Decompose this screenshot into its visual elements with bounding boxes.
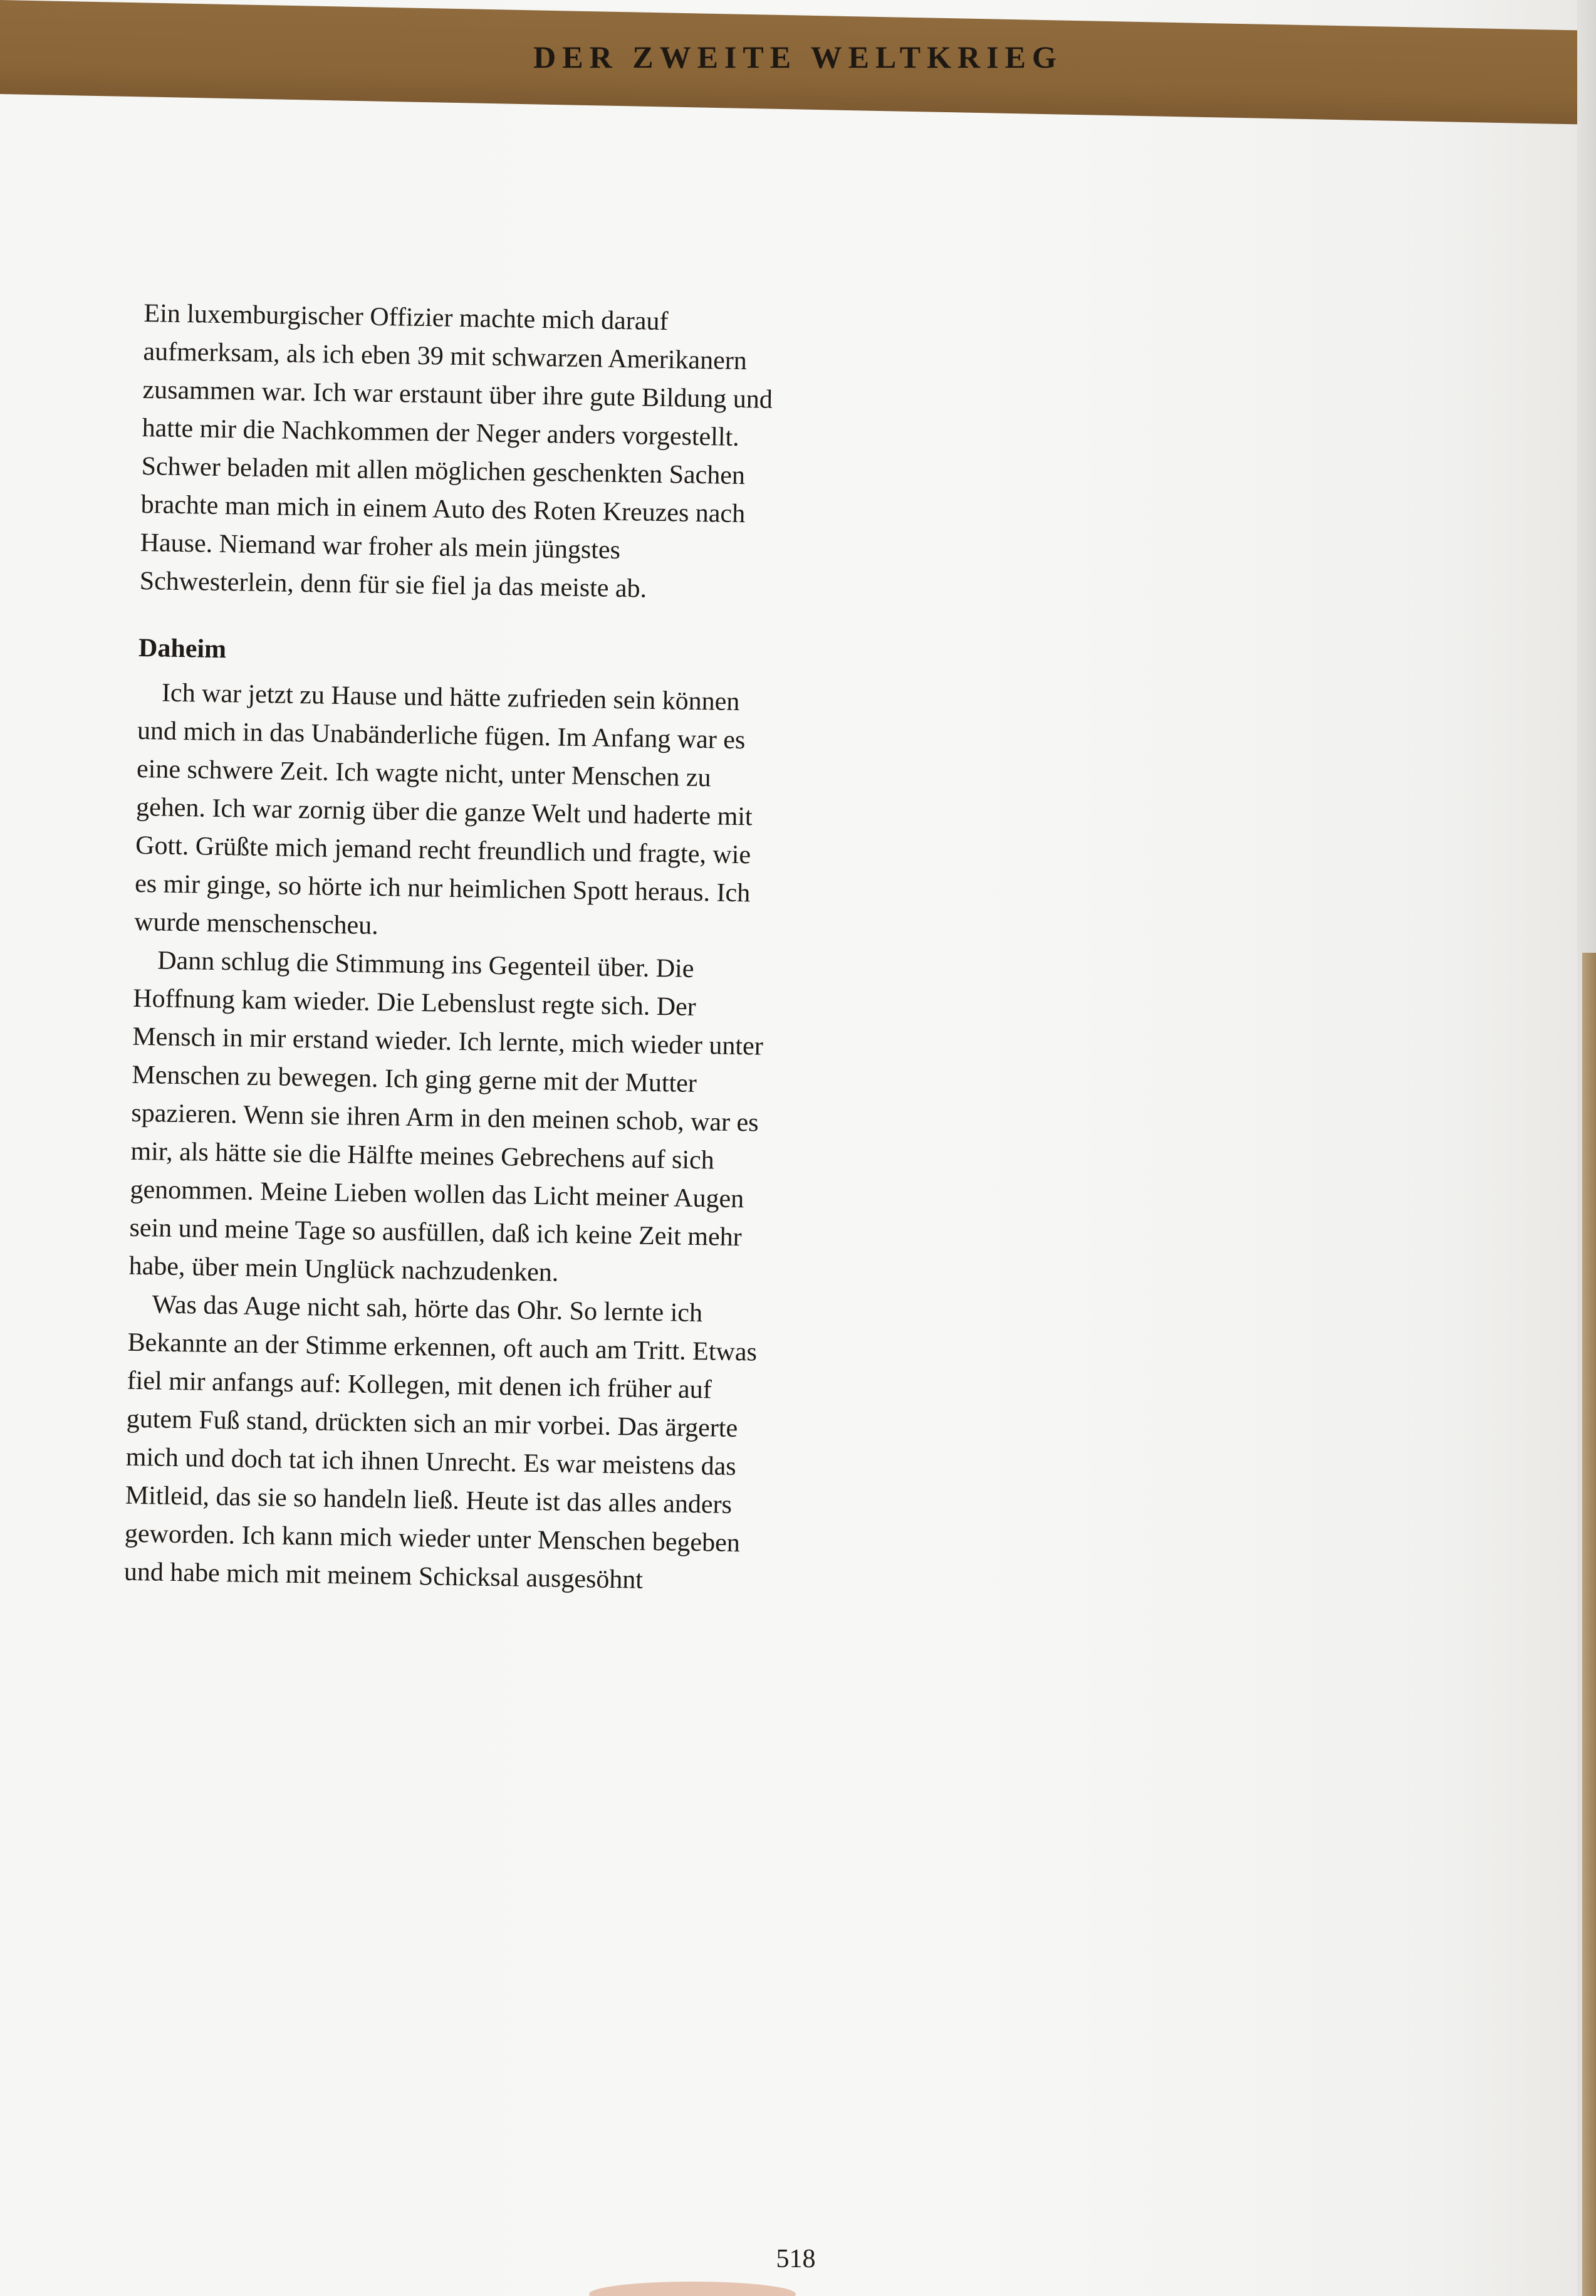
paragraph-daheim-2: Dann schlug die Stimmung ins Gegenteil über. Die Hoffnung kam wieder. Die Lebenslust regte sich. Der Mensch in mir erstand wieder. Ich lernte, mich wieder unter Menschen zu bewegen. Ich ging gerne mit der Mutter spazieren. Wenn sie ihren Arm in den meinen schob, war es mir, als hätte sie die Hälfte meines Gebrechens auf sich genommen. Meine Lieben wollen das Licht meiner Augen sein und meine Tage so ausfüllen, daß ich keine Zeit mehr habe, über mein Unglück nachzudenken. [128,946,764,1287]
running-header-title: DER ZWEITE WELTKRIEG [533,39,1063,75]
paragraph-daheim-1: Ich war jetzt zu Hause und hätte zufrieden sein können und mich in das Unabänderliche fügen. Im Anfang war es eine schwere Zeit. Ich wagte nicht, unter Menschen zu gehen. Ich war zornig über die ganze Welt und haderte mit Gott. Grüßte mich jemand recht freundlich und fragte, wie es mir ginge, so hörte ich nur heimlichen Spott heraus. Ich wurde menschenscheu. [133,678,753,940]
cover-edge-strip [1582,953,1596,2296]
page-number: 518 [776,2245,816,2273]
paragraph-daheim-3: Was das Auge nicht sah, hörte das Ohr. So lernte ich Bekannte an der Stimme erkennen, oft auch am Tritt. Etwas fiel mir anfangs auf: Kollegen, mit denen ich früher auf gutem Fuß stand, drückten sich an mir vorbei. Das ärgerte mich und doch tat ich ihnen Unrecht. Es war meistens das Mitleid, das sie so handeln ließ. Heute ist das alles anders geworden. Ich kann mich wieder unter Menschen begeben und habe mich mit meinem Schicksal ausgesöhnt [123,1290,758,1595]
finger-shadow [589,2282,796,2296]
body-text [124,295,783,1601]
section-heading-daheim: Daheim [138,633,227,664]
paragraph-intro: Ein luxemburgischer Offizier machte mich darauf aufmerksam, als ich eben 39 mit schwarzen Amerikanern zusammen war. Ich war erstaunt über ihre gute Bildung und hatte mir die Nachkommen der Neger anders vorgestellt. Schwer beladen mit allen möglichen geschenkten Sachen brachte man mich in einem Auto des Roten Kreuzes nach Hause. Niemand war froher als mein jüngstes Schwesterlein, denn für sie fiel ja das meiste ab. [139,298,773,604]
